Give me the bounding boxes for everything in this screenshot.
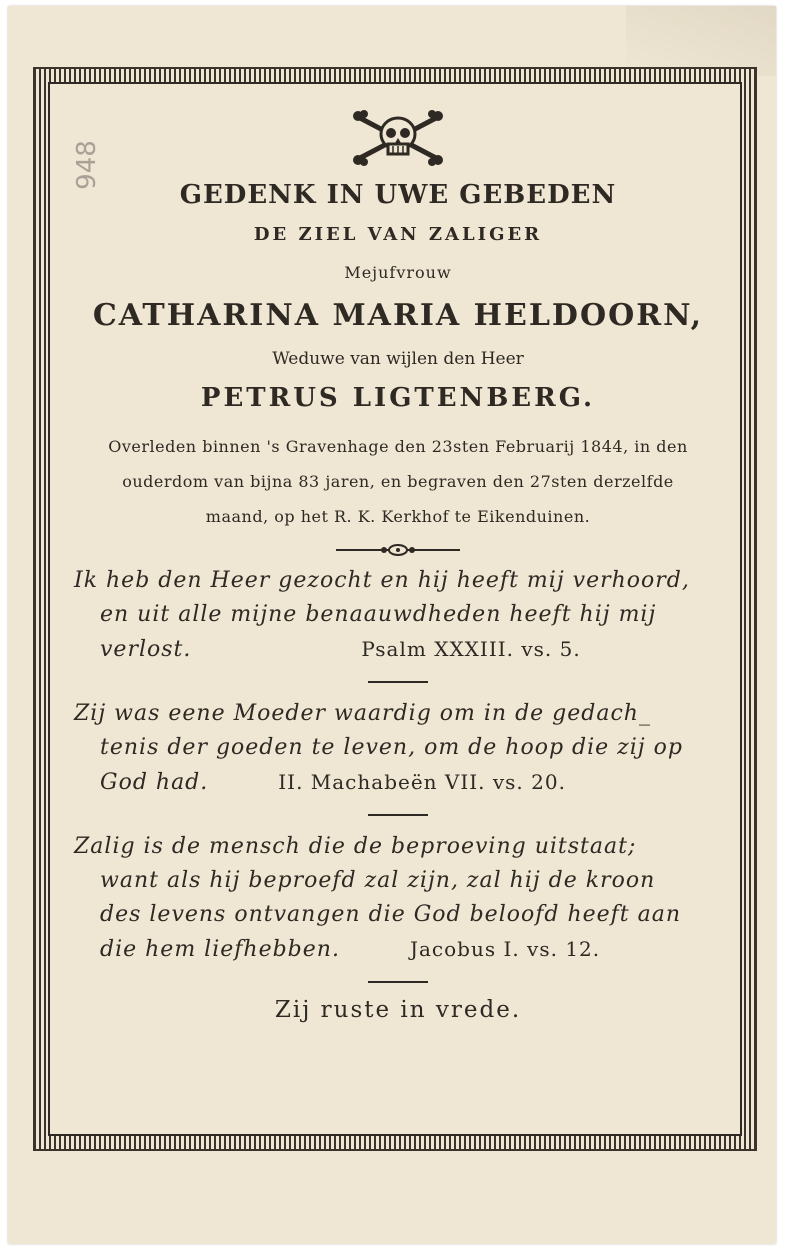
verse-1-line-1: Ik heb den Heer gezocht en hij heeft mij verhoord,: [74, 568, 690, 593]
verse-3-line-1: Zalig is de mensch die de beproeving uitstaat;: [74, 834, 637, 859]
archive-pencil-mark: 948: [71, 140, 102, 190]
verse-1-line-2: en uit alle mijne benaauwdheden heeft hij mij: [100, 602, 657, 627]
card-content: [68, 110, 728, 1023]
widow-line: Weduwe van wijlen den Heer: [272, 349, 524, 369]
verse-3-line-4: die hem liefhebben.: [100, 937, 340, 962]
divider-rule-1: [368, 681, 428, 683]
details-line-2: ouderdom van bijna 83 jaren, en begraven den 27sten derzelfde: [122, 472, 674, 491]
ornamental-divider-icon: [336, 544, 460, 556]
honorific: Mejufvrouw: [344, 263, 452, 282]
divider-rule-2: [368, 814, 428, 816]
husband-name: PETRUS LIGTENBERG.: [200, 383, 596, 413]
details-line-3: maand, op het R. K. Kerkhof te Eikenduinen.: [205, 507, 591, 526]
verse-3-line-3: des levens ontvangen die God beloofd heeft aan: [100, 902, 682, 927]
death-details: [68, 429, 728, 534]
deceased-name: CATHARINA MARIA HELDOORN,: [92, 298, 704, 333]
divider-rule-3: [368, 981, 428, 983]
verse-psalm: [74, 564, 728, 667]
verse-jacobus: [74, 830, 728, 967]
heading-soul: DE ZIEL VAN ZALIGER: [253, 224, 543, 245]
verse-3-line-2: want als hij beproefd zal zijn, zal hij de kroon: [100, 868, 656, 893]
verse-machabees: [74, 697, 728, 800]
verse-2-line-1: Zij was eene Moeder waardig om in de gedach_: [74, 701, 651, 726]
verse-1-line-3: verlost.: [100, 637, 192, 662]
details-line-1: Overleden binnen 's Gravenhage den 23sten Februarij 1844, in den: [108, 437, 688, 456]
verse-2-line-2: tenis der goeden te leven, om de hoop die zij op: [100, 735, 683, 760]
closing-blessing: Zij ruste in vrede.: [274, 997, 522, 1023]
verse-2-reference: II. Machabeën VII. vs. 20.: [278, 770, 566, 794]
verse-2-line-3: God had.: [100, 770, 209, 795]
verse-1-reference: Psalm XXXIII. vs. 5.: [361, 637, 581, 661]
heading-pray: GEDENK IN UWE GEBEDEN: [179, 180, 617, 210]
skull-and-crossbones-icon: [350, 110, 446, 166]
verse-3-reference: Jacobus I. vs. 12.: [409, 937, 601, 961]
